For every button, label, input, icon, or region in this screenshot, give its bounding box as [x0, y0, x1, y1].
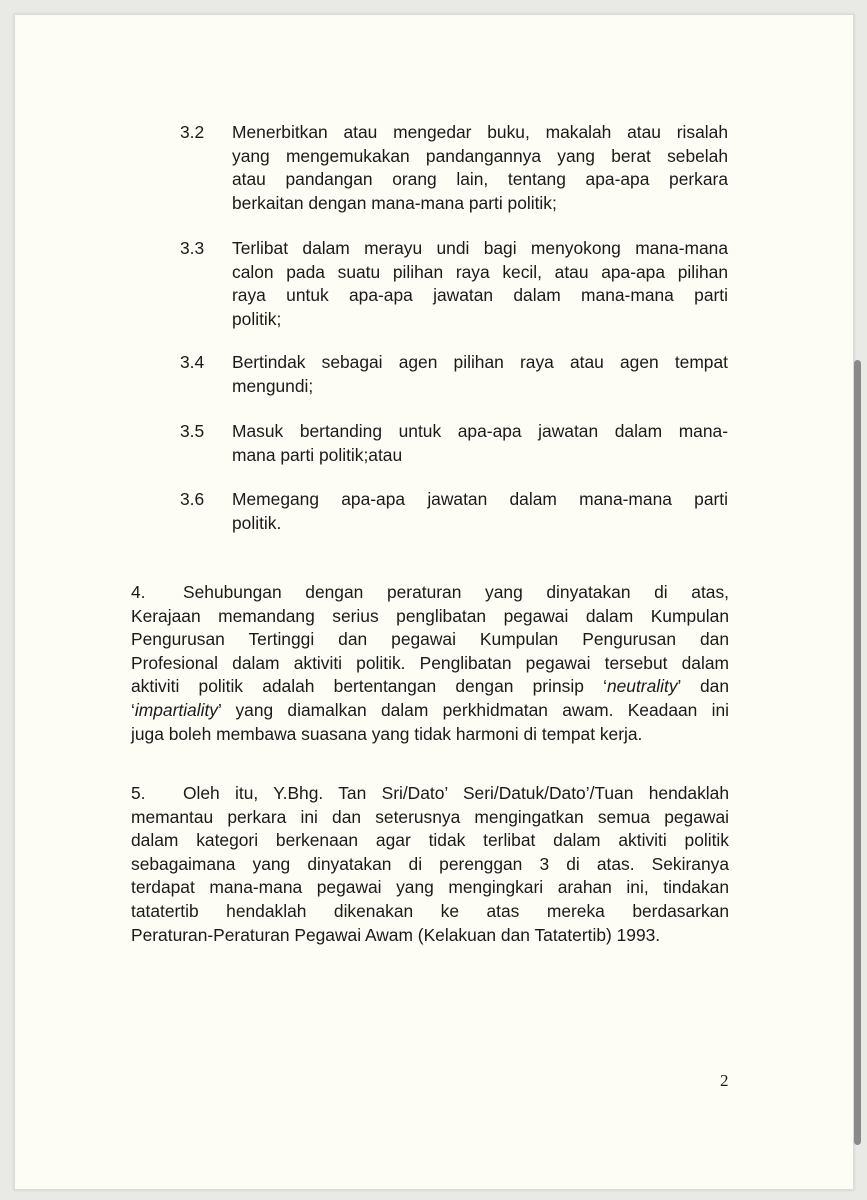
text-line: Kerajaan memandang serius penglibatan pegawai dalam Kumpulan: [131, 605, 729, 626]
text-line: Pengurusan Tertinggi dan pegawai Kumpulan Pengurusan dan: [131, 629, 729, 650]
text-segment: Sehubungan dengan peraturan yang dinyatakan di atas,: [183, 582, 729, 602]
text-line: Terlibat dalam merayu undi bagi menyokong mana-mana: [232, 238, 728, 258]
text-line: politik;: [232, 308, 282, 329]
text-segment: ’ yang diamalkan dalam perkhidmatan awam. Keadaan ini: [217, 699, 729, 720]
text-line: Profesional dalam aktiviti politik. Penglibatan pegawai tersebut dalam: [131, 652, 729, 673]
paragraph-number: 5.: [131, 783, 146, 803]
text-segment: ‘: [131, 699, 135, 720]
text-line: Memegang apa-apa jawatan dalam mana-mana parti: [232, 489, 728, 509]
text-line: Menerbitkan atau mengedar buku, makalah atau risalah: [232, 122, 728, 142]
clause-number: 3.6: [180, 489, 205, 509]
text-line: raya untuk apa-apa jawatan dalam mana-mana parti: [232, 285, 728, 306]
text-line: dalam kategori berkenaan agar tidak terlibat dalam aktiviti politik: [131, 830, 729, 851]
text-line: mengundi;: [232, 375, 314, 396]
italic-term: impartiality: [134, 699, 218, 720]
clause-number: 3.4: [180, 352, 205, 372]
clause-text: [232, 351, 728, 398]
text-line: sebagaimana yang dinyatakan di perenggan 3 di atas. Sekiranya: [131, 853, 729, 874]
text-line: atau pandangan orang lain, tentang apa-apa perkara: [232, 169, 728, 190]
clause-3-6: [180, 488, 728, 535]
clause-text: [232, 121, 728, 215]
paragraph-number: 4.: [131, 582, 146, 602]
clause-text: [232, 488, 728, 535]
page-number: 2: [720, 1071, 729, 1090]
clause-3-2: [180, 121, 728, 215]
text-line: tatatertib hendaklah dikenakan ke atas mereka berdasarkan: [131, 900, 729, 921]
text-line: berkaitan dengan mana-mana parti politik;: [232, 192, 557, 213]
text-line: juga boleh membawa suasana yang tidak harmoni di tempat kerja.: [131, 723, 643, 744]
text-segment: aktiviti politik adalah bertentangan dengan prinsip ‘: [131, 676, 607, 697]
vertical-scrollbar[interactable]: [854, 360, 861, 1145]
text-line: [131, 782, 729, 806]
text-line: terdapat mana-mana pegawai yang mengingkari arahan ini, tindakan: [131, 877, 729, 898]
text-line: [131, 675, 729, 699]
italic-term: neutrality: [606, 676, 678, 697]
clause-number: 3.2: [180, 122, 205, 142]
text-line: Peraturan-Peraturan Pegawai Awam (Kelakuan dan Tatatertib) 1993.: [131, 924, 661, 945]
paragraph-5: [131, 782, 729, 947]
clause-number: 3.5: [180, 421, 205, 441]
text-line: [131, 699, 729, 723]
text-segment: ’ dan: [677, 676, 729, 697]
paragraph-4: [131, 581, 729, 746]
text-line: [131, 581, 729, 605]
text-line: Bertindak sebagai agen pilihan raya atau agen tempat: [232, 352, 728, 372]
text-segment: Oleh itu, Y.Bhg. Tan Sri/Dato’ Seri/Datuk/Dato’/Tuan hendaklah: [183, 783, 729, 803]
text-line: politik.: [232, 512, 282, 533]
text-line: yang mengemukakan pandangannya yang berat sebelah: [232, 145, 728, 166]
text-line: memantau perkara ini dan seterusnya mengingatkan semua pegawai: [131, 806, 729, 827]
clause-3-5: [180, 420, 728, 467]
clause-3-4: [180, 351, 728, 398]
text-line: Masuk bertanding untuk apa-apa jawatan dalam mana-: [232, 421, 728, 441]
clause-text: [232, 237, 728, 331]
clause-text: [232, 420, 728, 467]
document-page: [14, 14, 854, 1190]
text-line: mana parti politik;atau: [232, 444, 403, 465]
text-line: calon pada suatu pilihan raya kecil, atau apa-apa pilihan: [232, 261, 728, 282]
clause-number: 3.3: [180, 238, 205, 258]
clause-3-3: [180, 237, 728, 331]
